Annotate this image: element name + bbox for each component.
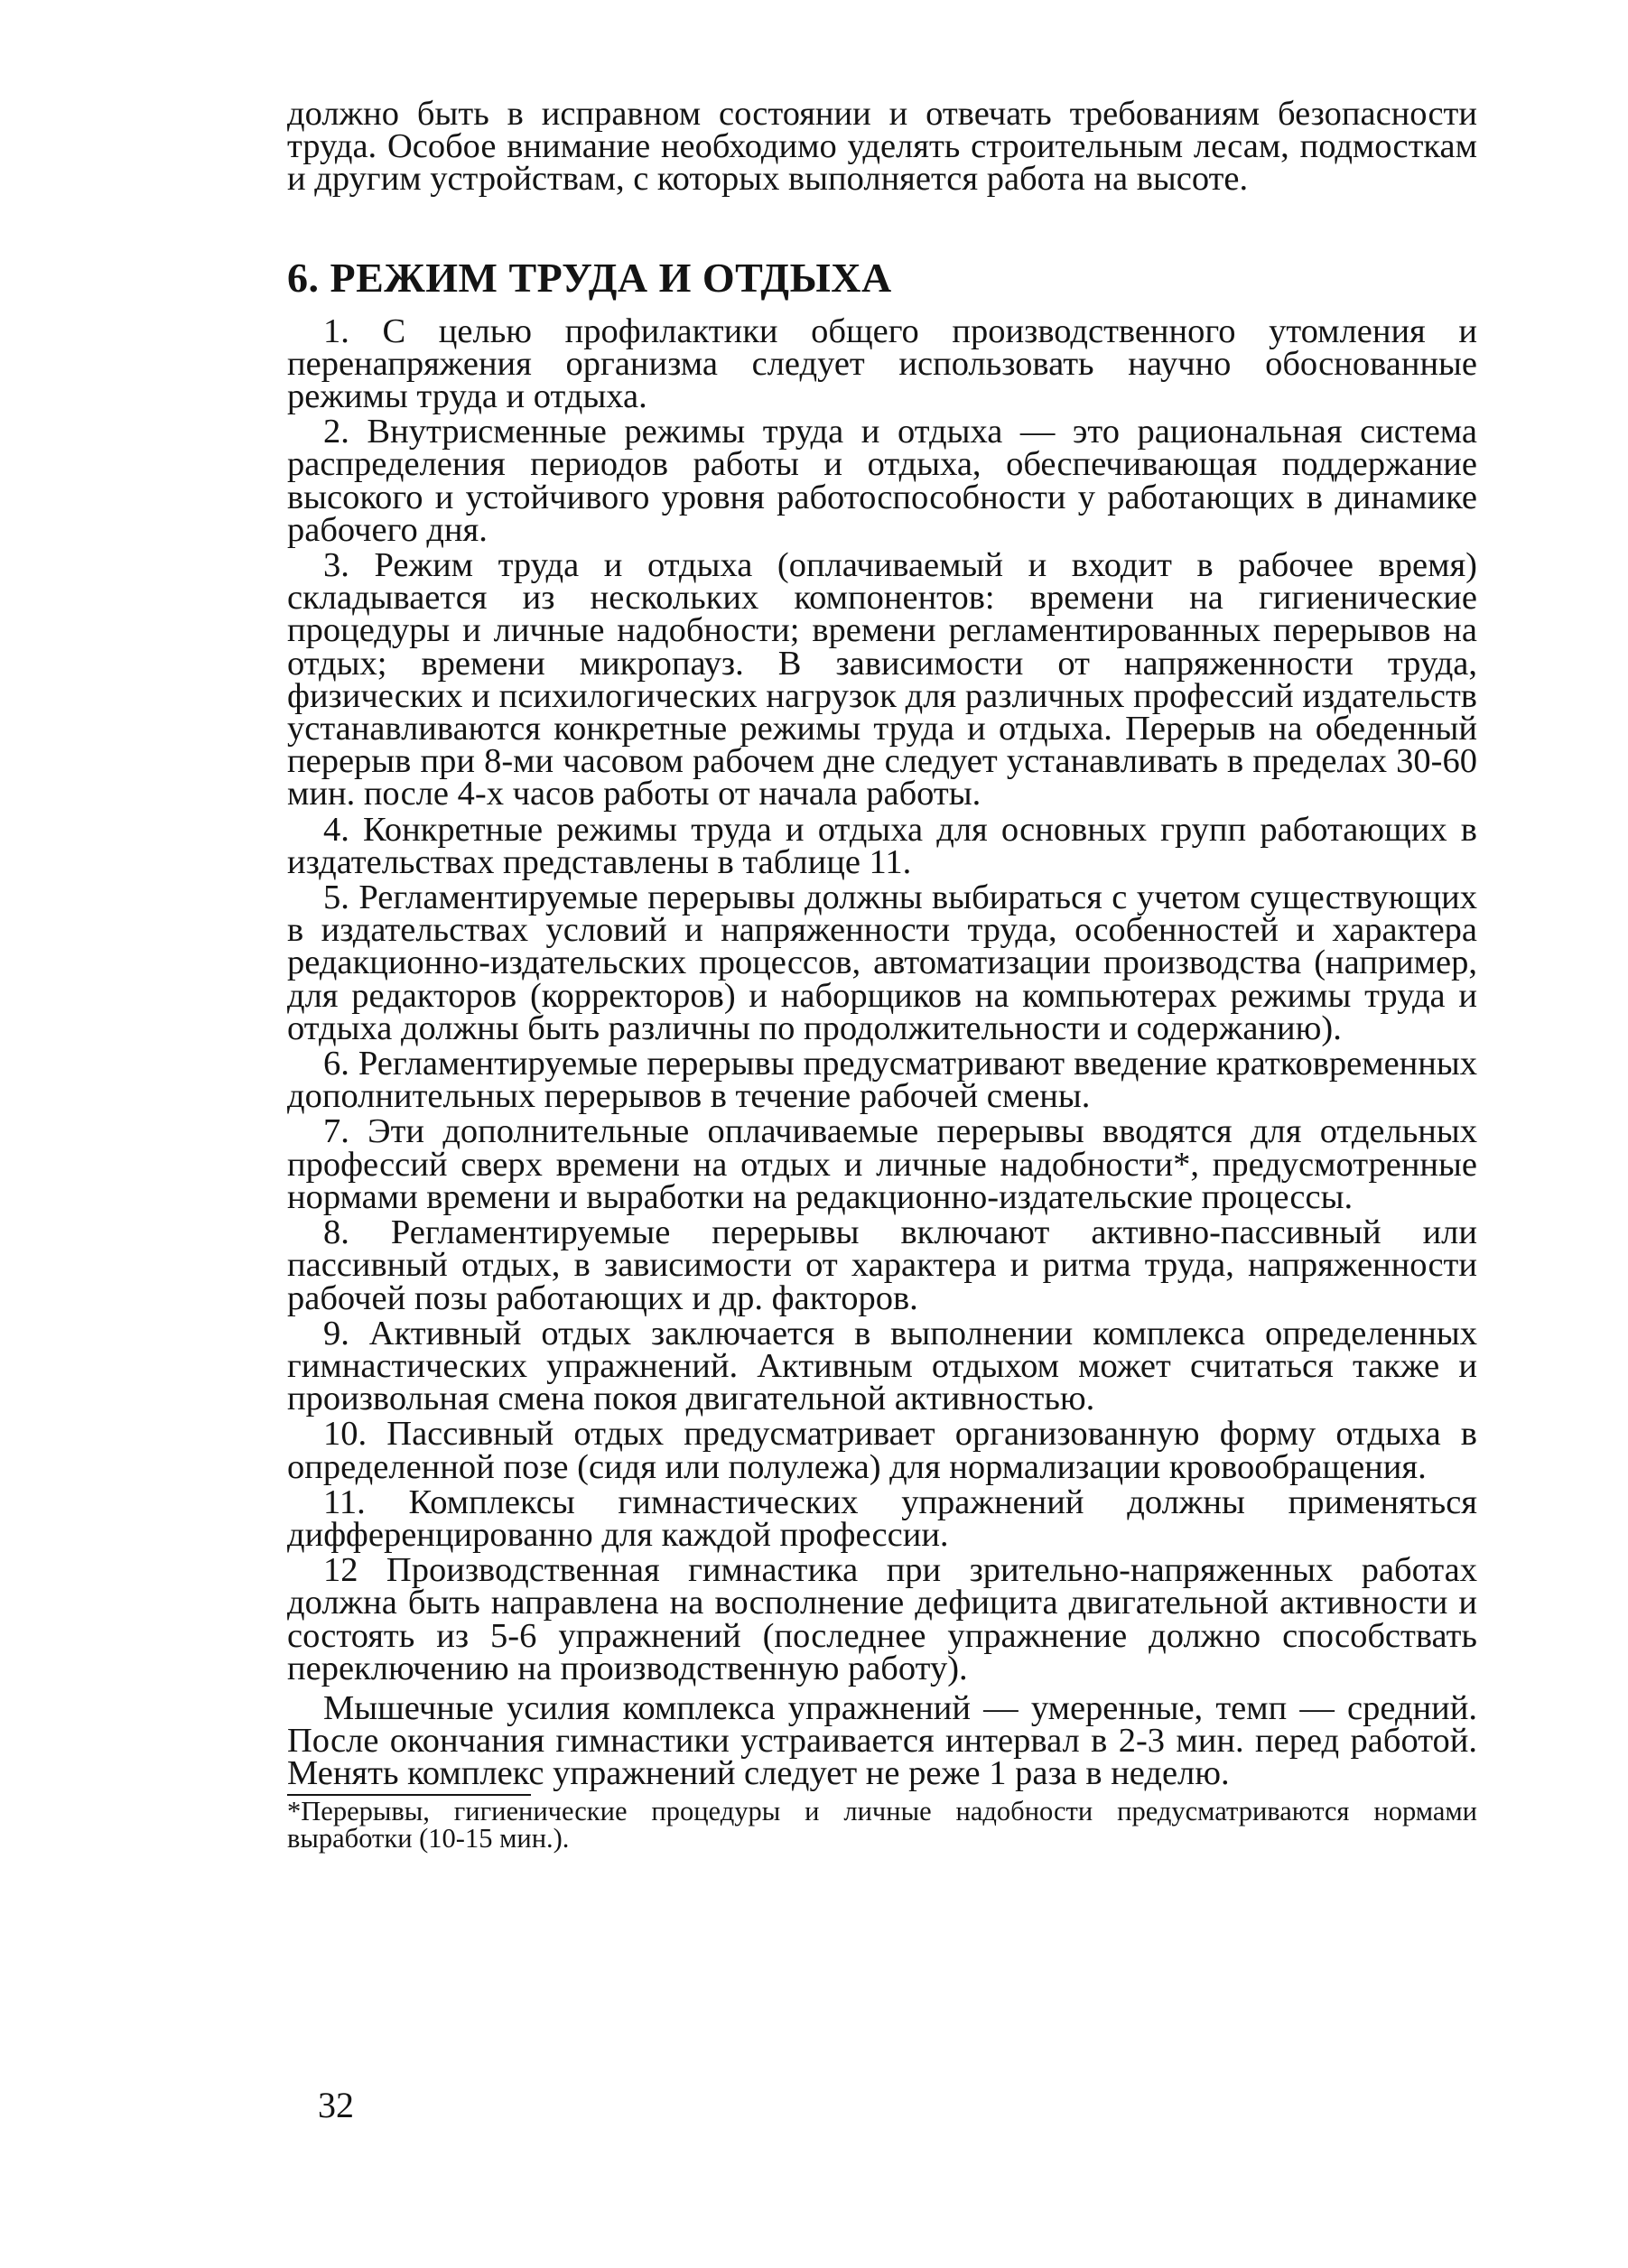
item-12: 12 Производственная гимнастика при зрительно-напряженных работах должна быть направлена на восполнение дефицита двигательной активности и состоять из 5-6 упражнений (последнее упражнение должно способствать переключению на производственную работу). [287,1551,1477,1687]
item-10: 10. Пассивный отдых предусматривает организованную форму отдыха в определенной позе (сидя или полулежа) для нормализации кровообращения. [287,1415,1477,1486]
section-items [287,311,1477,1793]
item-7: 7. Эти дополнительные оплачиваемые перерывы вводятся для отдельных профессий сверх времени на отдых и личные надобности*, предусмотренные нормами времени и выработки на редакционно-издательские процессы. [287,1112,1477,1216]
item-8: 8. Регламентируемые перерывы включают активно-пассивный или пассивный отдых, в зависимости от характера и ритма труда, напряженности рабочей позы работающих и др. факторов. [287,1213,1477,1317]
document-page [287,95,1477,1854]
item-1: 1. С целью профилактики общего производственного утомления и перенапряжения организма следует использовать научно обоснованные режимы труда и отдыха. [287,311,1477,416]
item-11: 11. Комплексы гимнастических упражнений должны применяться дифференцированно для каждой профессии. [287,1483,1477,1554]
item-2: 2. Внутрисменные режимы труда и отдыха — это рациональная система распределения периодов работы и отдыха, обеспечивающая поддержание высокого и устойчивого уровня работоспособности у работающих в динамике рабочего дня. [287,413,1477,549]
final-paragraph: Мышечные усилия комплекса упражнений — умеренные, темп — средний. После окончания гимнастики устраивается интервал в 2-3 мин. перед работой. Менять комплекс упражнений следует не реже 1 раза в неделю. [287,1688,1477,1793]
intro-paragraph: должно быть в исправном состоянии и отвечать требованиям безопасности труда. Особое внимание необходимо уделять строительным лесам, подмосткам и другим устройствам, с которых выполняется работа на высоте. [287,95,1477,199]
item-5: 5. Регламентируемые перерывы должны выбираться с учетом существующих в издательствах условий и напряженности труда, особенностей и характера редакционно-издательских процессов, автоматизации производства (например, для редакторов (корректоров) и наборщиков на компьютерах режимы труда и отдыха должны быть различны по продолжительности и содержанию). [287,878,1477,1047]
page-number: 32 [318,2085,354,2125]
section-title: 6. РЕЖИМ ТРУДА И ОТДЫХА [287,254,892,301]
item-6: 6. Регламентируемые перерывы предусматривают введение кратковременных дополнительных перерывов в течение рабочей смены. [287,1045,1477,1116]
item-3: 3. Режим труда и отдыха (оплачиваемый и входит в рабочее время) складывается из нескольких компонентов: времени на гигиенические процедуры и личные надобности; времени регламентированных перерывов на отдых; времени микропауз. В зависимости от напряженности труда, физических и психилогических нагрузок для различных профессий издательств устанавливаются конкретные режимы труда и отдыха. Перерыв на обеденный перерыв при 8-ми часовом рабочем дне следует устанавливать в пределах 30-60 мин. после 4-х часов работы от начала работы. [287,546,1477,813]
item-4: 4. Конкретные режимы труда и отдыха для основных групп работающих в издательствах представлены в таблице 11. [287,810,1477,881]
item-9: 9. Активный отдых заключается в выполнении комплекса определенных гимнастических упражнений. Активным отдыхом может считаться также и произвольная смена покоя двигательной активностью. [287,1314,1477,1418]
footnote: *Перерывы, гигиенические процедуры и личные надобности предусматриваются нормами выработки (10-15 мин.). [287,1795,1477,1854]
